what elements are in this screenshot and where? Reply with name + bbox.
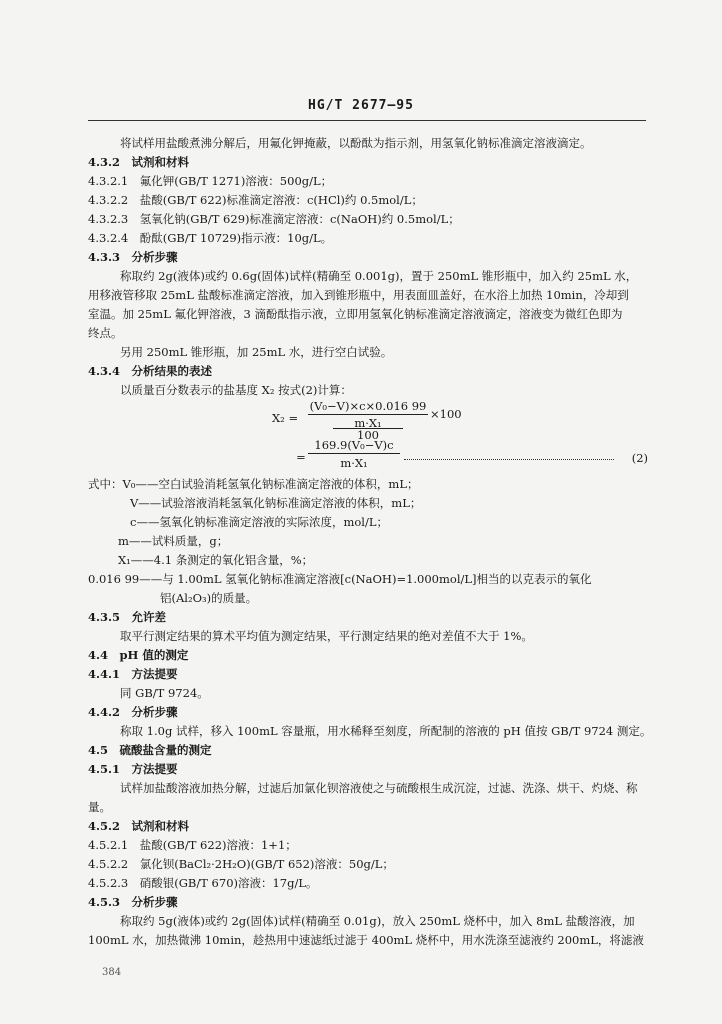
variable-definition: c——氢氧化钠标准滴定溶液的实际浓度，mol/L； — [130, 515, 388, 529]
body-paragraph: 量。 — [88, 800, 111, 814]
running-header: HG/T 2677—95 — [308, 98, 414, 113]
header-rule — [88, 120, 646, 121]
section-heading: 4.5.2 试剂和材料 — [88, 819, 190, 833]
formula-lhs: X₂ = — [272, 411, 299, 425]
variable-definition: 式中：V₀——空白试验消耗氢氧化钠标准滴定溶液的体积，mL； — [88, 477, 419, 491]
body-paragraph: 室温。加 25mL 氟化钾溶液，3 滴酚酞指示液，立即用氢氧化钠标准滴定溶液滴定，溶液变为微红色即为 — [88, 307, 623, 321]
fraction-bar — [308, 414, 428, 415]
formula-equals: = — [296, 450, 306, 464]
body-paragraph: 取平行测定结果的算术平均值为测定结果，平行测定结果的绝对差值不大于 1%。 — [120, 629, 533, 643]
section-heading: 4.5.1 方法提要 — [88, 762, 178, 776]
body-paragraph: 称取 1.0g 试样，移入 100mL 容量瓶，用水稀释至刻度，所配制的溶液的 pH 值按 GB/T 9724 测定。 — [120, 724, 652, 738]
variable-definition: m——试料质量，g； — [118, 534, 229, 548]
body-paragraph: 同 GB/T 9724。 — [120, 686, 209, 700]
body-paragraph: 将试样用盐酸煮沸分解后，用氟化钾掩蔽，以酚酞为指示剂，用氢氧化钠标准滴定溶液滴定。 — [120, 136, 592, 150]
section-heading: 4.3.5 允许差 — [88, 610, 167, 624]
formula-numerator: 169.9(V₀−V)c — [314, 438, 394, 452]
body-paragraph: 100mL 水，加热微沸 10min，趁热用中速滤纸过滤于 400mL 烧杯中，用水洗涤至滤液约 200mL，将滤液 — [88, 933, 644, 947]
list-item: 4.5.2.1 盐酸(GB/T 622)溶液：1+1； — [88, 838, 297, 852]
section-heading: 4.4.2 分析步骤 — [88, 705, 178, 719]
section-heading: 4.5 硫酸盐含量的测定 — [88, 743, 212, 757]
formula-multiplier: ×100 — [430, 407, 462, 421]
page-number: 384 — [102, 967, 122, 978]
formula-denominator: 100 — [357, 428, 379, 442]
list-item: 4.3.2.1 氟化钾(GB/T 1271)溶液：500g/L； — [88, 174, 333, 188]
fraction-bar — [308, 453, 400, 454]
body-paragraph: 以质量百分数表示的盐基度 X₂ 按式(2)计算： — [120, 383, 352, 397]
section-heading: 4.3.3 分析步骤 — [88, 250, 178, 264]
leader-dots — [404, 459, 614, 460]
list-item: 4.5.2.3 硝酸银(GB/T 670)溶液：17g/L。 — [88, 876, 318, 890]
list-item: 4.3.2.4 酚酞(GB/T 10729)指示液：10g/L。 — [88, 231, 333, 245]
section-heading: 4.5.3 分析步骤 — [88, 895, 178, 909]
section-heading: 4.4 pH 值的测定 — [88, 648, 189, 662]
variable-definition: 0.016 99——与 1.00mL 氢氧化钠标准滴定溶液[c(NaOH)=1.000mol/L]相当的以克表示的氧化 — [88, 572, 592, 586]
body-paragraph: 终点。 — [88, 326, 123, 340]
list-item: 4.5.2.2 氯化钡(BaCl₂·2H₂O)(GB/T 652)溶液：50g/L； — [88, 857, 394, 871]
body-paragraph: 称取约 5g(液体)或约 2g(固体)试样(精确至 0.01g)，放入 250mL 烧杯中，加入 8mL 盐酸溶液，加 — [120, 914, 635, 928]
body-paragraph: 试样加盐酸溶液加热分解，过滤后加氯化钡溶液使之与硫酸根生成沉淀，过滤、洗涤、烘干、灼烧、称 — [120, 781, 638, 795]
variable-definition: V——试验溶液消耗氢氧化钠标准滴定溶液的体积，mL； — [130, 496, 422, 510]
equation-number: (2) — [631, 451, 648, 465]
body-paragraph: 另用 250mL 锥形瓶，加 25mL 水，进行空白试验。 — [120, 345, 393, 359]
formula-inner-denominator: m·X₁ — [354, 416, 382, 430]
section-heading: 4.4.1 方法提要 — [88, 667, 178, 681]
body-paragraph: 用移液管移取 25mL 盐酸标准滴定溶液，加入到锥形瓶中，用表面皿盖好，在水浴上加热 10min，冷却到 — [88, 288, 629, 302]
formula-denominator: m·X₁ — [340, 456, 368, 470]
section-heading: 4.3.4 分析结果的表述 — [88, 364, 213, 378]
list-item: 4.3.2.3 氢氧化钠(GB/T 629)标准滴定溶液：c(NaOH)约 0.5mol/L； — [88, 212, 460, 226]
variable-definition: X₁——4.1 条测定的氧化铝含量，%； — [118, 553, 314, 567]
body-paragraph: 称取约 2g(液体)或约 0.6g(固体)试样(精确至 0.001g)，置于 250mL 锥形瓶中，加入约 25mL 水， — [120, 269, 638, 283]
section-heading: 4.3.2 试剂和材料 — [88, 155, 190, 169]
formula-numerator: (V₀−V)×c×0.016 99 — [309, 399, 427, 413]
list-item: 4.3.2.2 盐酸(GB/T 622)标准滴定溶液：c(HCl)约 0.5mol/L； — [88, 193, 423, 207]
variable-definition: 铝(Al₂O₃)的质量。 — [160, 591, 258, 605]
